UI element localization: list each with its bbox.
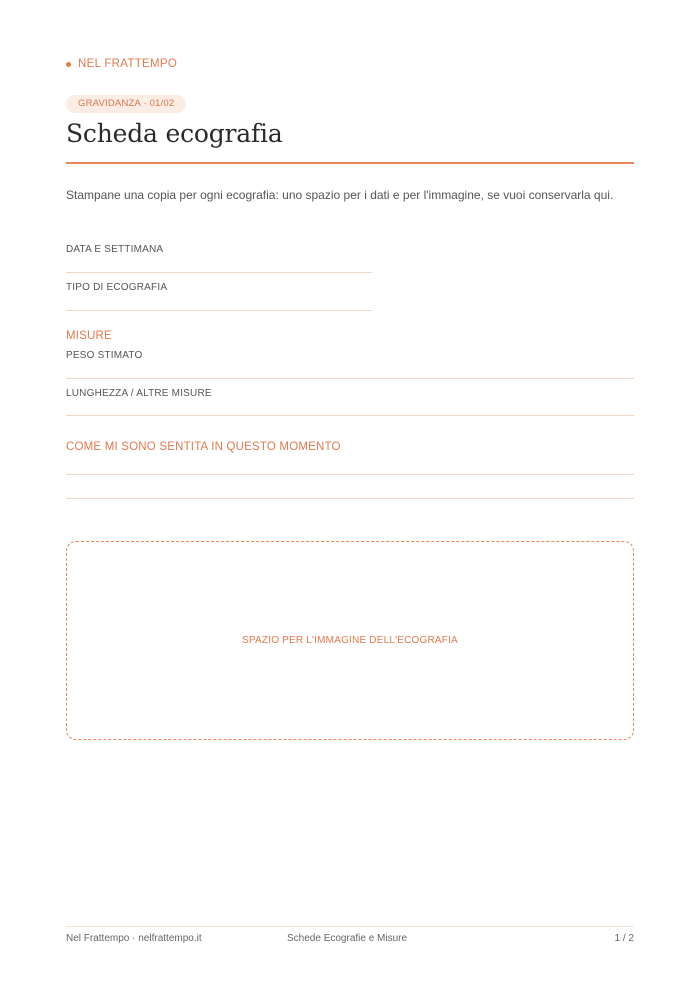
ultrasound-image-box[interactable] — [66, 541, 634, 740]
category-badge: GRAVIDANZA · 01/02 — [66, 95, 186, 113]
estimated-weight-line[interactable] — [66, 378, 634, 379]
length-other-label: LUNGHEZZA / ALTRE MISURE — [66, 388, 212, 399]
page-number: 1 / 2 — [614, 933, 634, 944]
title-divider — [66, 162, 634, 164]
footer-collection: Schede Ecografie e Misure — [287, 933, 408, 944]
brand — [66, 58, 177, 70]
feelings-line-2[interactable] — [66, 498, 634, 499]
scan-type-label: TIPO DI ECOGRAFIA — [66, 282, 168, 293]
length-other-line[interactable] — [66, 415, 634, 416]
brand-name: NEL FRATTEMPO — [78, 58, 178, 70]
estimated-weight-label: PESO STIMATO — [66, 350, 143, 361]
intro-text: Stampane una copia per ogni ecografia: uno spazio per i dati e per l'immagine, se vuoi conservarla qui. — [66, 188, 614, 202]
date-week-line[interactable] — [66, 272, 372, 273]
brand-dot-icon — [66, 62, 71, 67]
footer-divider — [66, 926, 634, 927]
page-title: Scheda ecografia — [66, 119, 283, 148]
image-box-label: SPAZIO PER L'IMMAGINE DELL'ECOGRAFIA — [242, 635, 458, 646]
date-week-label: DATA E SETTIMANA — [66, 244, 164, 255]
footer-site: Nel Frattempo · nelfrattempo.it — [66, 933, 202, 944]
scan-type-line[interactable] — [66, 310, 372, 311]
feelings-line-1[interactable] — [66, 474, 634, 475]
measures-heading: MISURE — [66, 330, 112, 342]
feelings-heading: COME MI SONO SENTITA IN QUESTO MOMENTO — [66, 441, 341, 453]
